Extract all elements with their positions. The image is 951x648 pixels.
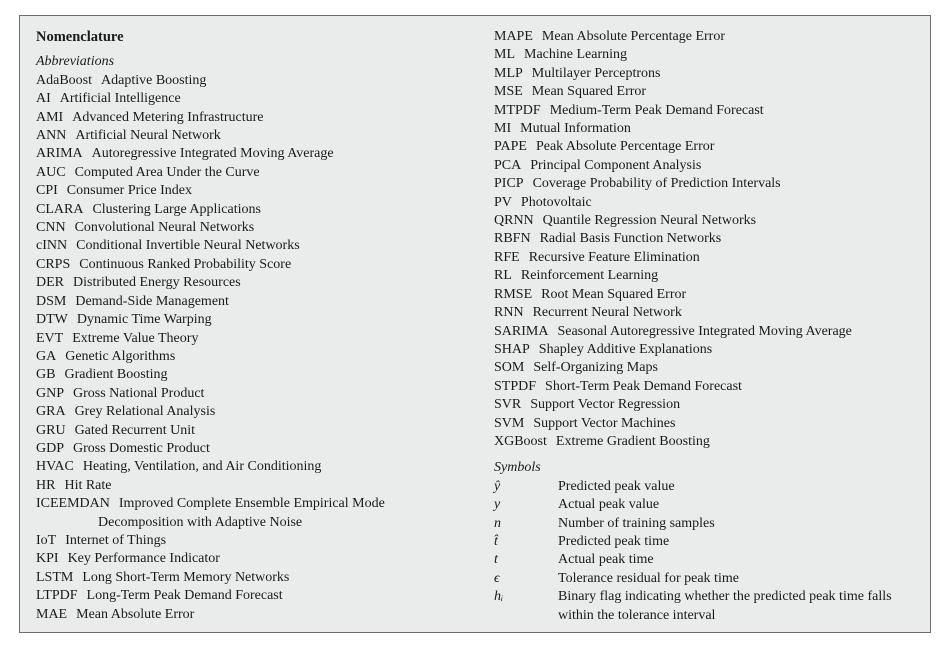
symbol-term: ŷ [494,478,501,494]
abbreviation-entry [36,458,476,476]
abbreviation-term: CPI [36,183,58,199]
abbreviation-term: GNP [36,385,65,401]
abbreviation-definition: Advanced Metering Infrastructure [72,109,264,125]
abbreviation-definition: Principal Component Analysis [530,157,702,173]
abbreviation-definition: Support Vector Machines [533,415,676,431]
abbreviation-term: cINN [36,238,68,254]
abbreviation-definition: Short-Term Peak Demand Forecast [545,378,742,394]
abbreviations-list-left [36,72,476,624]
abbreviation-entry [36,201,476,219]
abbreviation-entry [494,102,924,120]
abbreviation-term: EVT [36,330,64,346]
abbreviation-entry [36,219,476,237]
abbreviation-definition: Mutual Information [520,121,631,137]
abbreviation-entry [36,256,476,274]
nomenclature-title: Nomenclature [36,29,124,45]
abbreviation-term: QRNN [494,213,534,229]
abbreviation-term: MSE [494,84,523,100]
abbreviations-list-right [494,28,924,451]
abbreviation-definition: Clustering Large Applications [92,201,261,217]
abbreviation-definition: Extreme Value Theory [72,330,199,346]
symbols-heading: Symbols [494,460,541,476]
abbreviation-entry [494,304,924,322]
abbreviation-entry [494,267,924,285]
abbreviation-term: GB [36,367,56,383]
symbol-definition: Tolerance residual for peak time [558,570,739,586]
abbreviation-definition: Mean Absolute Percentage Error [541,29,726,44]
abbreviation-entry [494,396,924,414]
abbreviation-definition: Support Vector Regression [530,397,681,413]
abbreviation-definition: Grey Relational Analysis [74,404,216,420]
abbreviation-entry [36,90,476,108]
symbol-definition: Binary flag indicating whether the predicted peak time falls within the tolerance interval [558,589,892,623]
abbreviation-entry [36,495,476,513]
nomenclature-box [19,15,931,633]
abbreviation-term: LSTM [36,569,74,585]
abbreviation-term: SHAP [494,341,530,357]
abbreviation-definition: Convolutional Neural Networks [74,220,255,236]
abbreviation-definition: Reinforcement Learning [520,268,659,284]
abbreviation-term: STPDF [494,378,537,394]
abbreviation-definition: Adaptive Boosting [101,72,207,88]
abbreviation-term: ANN [36,128,67,144]
abbreviation-definition: Mean Squared Error [531,84,647,100]
abbreviation-definition: Quantile Regression Neural Networks [542,213,757,229]
abbreviation-term: DTW [36,312,68,328]
abbreviation-term: RMSE [494,286,533,302]
abbreviation-term: GRA [36,404,66,420]
abbreviation-entry [36,311,476,329]
symbol-entry [494,478,924,496]
abbreviation-definition: Root Mean Squared Error [541,286,687,302]
abbreviation-definition: Multilayer Perceptrons [531,65,661,81]
abbreviation-definition: Conditional Invertible Neural Networks [76,238,300,254]
abbreviation-entry [494,341,924,359]
abbreviation-entry [36,237,476,255]
abbreviation-definition: Coverage Probability of Prediction Intervals [532,176,781,192]
abbreviation-definition: Shapley Additive Explanations [538,341,713,357]
abbreviation-term: MI [494,121,512,137]
abbreviation-entry [494,157,924,175]
abbreviation-definition: Distributed Energy Resources [73,275,241,291]
abbreviation-term: GA [36,348,57,364]
abbreviation-definition: Photovoltaic [520,194,592,210]
abbreviations-heading: Abbreviations [36,54,115,70]
symbol-definition: Actual peak value [558,497,660,513]
abbreviation-definition-continued: Decomposition with Adaptive Noise [98,514,303,530]
abbreviation-definition: Continuous Ranked Probability Score [79,256,292,272]
abbreviation-entry [494,138,924,156]
abbreviation-term: HR [36,477,56,493]
abbreviation-entry [36,366,476,384]
abbreviation-definition: Autoregressive Integrated Moving Average [91,146,334,162]
abbreviation-term: IoT [36,532,57,548]
abbreviation-entry [494,230,924,248]
abbreviation-definition: Mean Absolute Error [76,606,195,622]
abbreviation-entry [494,323,924,341]
symbol-term: ϵ [494,570,500,586]
abbreviation-entry [36,72,476,90]
abbreviation-entry [36,385,476,403]
abbreviation-entry [36,532,476,550]
abbreviation-term: AUC [36,164,66,180]
abbreviation-definition: Long Short-Term Memory Networks [82,569,290,585]
abbreviation-definition: Dynamic Time Warping [76,312,212,328]
symbols-list [494,478,924,625]
abbreviation-entry [494,378,924,396]
symbol-entry [494,533,924,551]
abbreviation-term: SOM [494,360,525,376]
abbreviation-term: MAPE [494,29,533,44]
abbreviation-term: GDP [36,440,65,456]
abbreviation-definition: Peak Absolute Percentage Error [535,139,715,155]
abbreviation-definition: Seasonal Autoregressive Integrated Moving Average [557,323,852,339]
abbreviation-entry [494,175,924,193]
abbreviation-term: DSM [36,293,67,309]
symbol-term: hᵢ [494,589,504,605]
abbreviation-definition: Artificial Intelligence [59,91,181,107]
right-column [494,28,924,625]
abbreviation-entry [494,433,924,451]
abbreviation-definition: Demand-Side Management [75,293,229,309]
abbreviation-definition: Key Performance Indicator [67,551,220,567]
abbreviation-entry [36,569,476,587]
abbreviation-definition: Medium-Term Peak Demand Forecast [549,102,764,118]
abbreviation-entry [36,293,476,311]
left-column [36,28,476,624]
abbreviation-entry [36,330,476,348]
abbreviation-entry [36,587,476,605]
abbreviation-entry [36,109,476,127]
abbreviation-definition: Extreme Gradient Boosting [555,433,710,449]
abbreviation-definition: Improved Complete Ensemble Empirical Mode [118,496,385,512]
abbreviation-definition: Internet of Things [65,532,167,548]
abbreviation-term: LTPDF [36,588,78,604]
abbreviation-term: AI [36,91,51,107]
symbol-entry [494,588,924,625]
abbreviation-definition: Gross National Product [73,385,205,401]
abbreviation-entry [494,415,924,433]
abbreviation-entry [494,359,924,377]
abbreviation-definition: Recurrent Neural Network [532,305,682,321]
abbreviation-entry [36,477,476,495]
symbol-entry [494,515,924,533]
abbreviation-definition: Gradient Boosting [64,367,168,383]
abbreviation-term: SVM [494,415,525,431]
abbreviation-entry [36,164,476,182]
abbreviation-entry [36,550,476,568]
abbreviation-entry [36,440,476,458]
symbol-definition: Actual peak time [558,552,654,568]
abbreviation-term: RFE [494,249,520,265]
abbreviation-term: SARIMA [494,323,549,339]
abbreviation-definition: Heating, Ventilation, and Air Conditioning [82,459,322,475]
abbreviation-entry [36,145,476,163]
abbreviation-term: PCA [494,157,522,173]
abbreviation-entry [494,65,924,83]
symbol-definition: Number of training samples [558,515,715,531]
symbol-definition: Predicted peak value [558,478,675,494]
abbreviation-definition: Machine Learning [524,47,628,63]
abbreviation-term: CRPS [36,256,71,272]
abbreviation-definition: Computed Area Under the Curve [74,164,260,180]
abbreviation-term: CLARA [36,201,84,217]
abbreviation-entry [494,212,924,230]
abbreviation-entry [494,286,924,304]
abbreviation-term: AMI [36,109,64,125]
abbreviation-definition: Artificial Neural Network [75,128,221,144]
abbreviation-term: AdaBoost [36,72,92,88]
abbreviation-term: RNN [494,305,524,321]
symbol-entry [494,551,924,569]
abbreviation-entry [494,83,924,101]
abbreviation-entry [494,46,924,64]
symbol-term: t [494,552,498,568]
abbreviation-entry [36,403,476,421]
abbreviation-term: PICP [494,176,524,192]
abbreviation-definition: Recursive Feature Elimination [528,249,700,265]
symbol-term: t̂ [494,533,498,549]
abbreviation-term: RL [494,268,512,284]
symbol-entry [494,570,924,588]
abbreviation-entry [494,249,924,267]
abbreviation-definition: Consumer Price Index [66,183,192,199]
abbreviation-term: ARIMA [36,146,83,162]
abbreviation-definition: Hit Rate [64,477,112,493]
symbol-term: y [494,497,501,513]
abbreviation-entry [494,28,924,46]
abbreviation-term: PAPE [494,139,527,155]
abbreviation-entry [36,274,476,292]
abbreviation-term: GRU [36,422,66,438]
abbreviation-entry [36,606,476,624]
abbreviation-definition: Self-Organizing Maps [533,360,658,376]
abbreviation-term: MAE [36,606,68,622]
abbreviation-entry [36,348,476,366]
abbreviation-term: CNN [36,220,66,236]
abbreviation-term: PV [494,194,512,210]
abbreviation-term: MLP [494,65,523,81]
abbreviation-term: XGBoost [494,433,547,449]
abbreviation-term: SVR [494,397,522,413]
abbreviation-entry [494,194,924,212]
symbol-entry [494,496,924,514]
abbreviation-definition: Gross Domestic Product [73,440,210,456]
abbreviation-term: MTPDF [494,102,541,118]
abbreviation-term: ICEEMDAN [36,496,110,512]
abbreviation-term: RBFN [494,231,531,247]
abbreviation-entry [494,120,924,138]
abbreviation-entry [36,127,476,145]
abbreviation-entry [36,182,476,200]
abbreviation-term: ML [494,47,515,63]
abbreviation-term: KPI [36,551,59,567]
abbreviation-entry [36,422,476,440]
symbol-definition: Predicted peak time [558,533,670,549]
abbreviation-definition: Long-Term Peak Demand Forecast [86,588,283,604]
abbreviation-term: DER [36,275,64,291]
abbreviation-term: HVAC [36,459,74,475]
abbreviation-definition: Genetic Algorithms [65,348,176,364]
symbol-term: n [494,515,501,531]
abbreviation-definition: Radial Basis Function Networks [539,231,722,247]
abbreviation-definition: Gated Recurrent Unit [74,422,196,438]
